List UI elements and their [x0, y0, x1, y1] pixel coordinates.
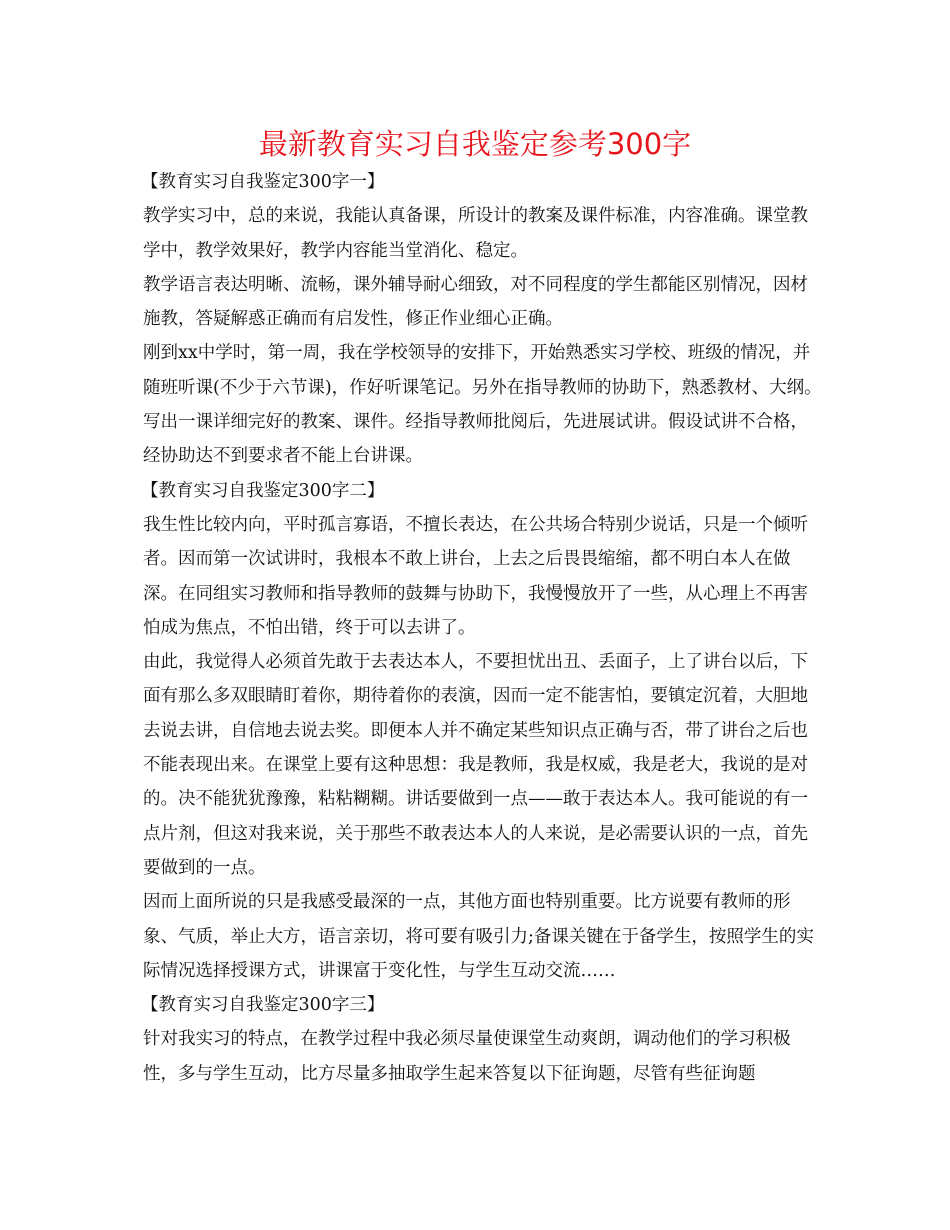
- section-heading: 【教育实习自我鉴定300字二】: [141, 480, 385, 501]
- paragraph: 教学语言表达明晰、流畅，课外辅导耐心细致，对不同程度的学生都能区别情况，因材施教，答疑解惑正确而有启发性，修正作业细心正确。: [143, 274, 808, 330]
- paragraph: 因而上面所说的只是我感受最深的一点，其他方面也特别重要。比方说要有教师的形象、气质，举止大方，语言亲切，将可要有吸引力;备课关键在于备学生，按照学生的实际情况选择授课方式，讲课富于变化性，与学生互动交流……: [143, 892, 814, 981]
- section-heading: 【教育实习自我鉴定300字三】: [141, 995, 385, 1016]
- document-body: [143, 165, 823, 1091]
- paragraph: 教学实习中，总的来说，我能认真备课，所设计的教案及课件标准，内容准确。课堂教学中，教学效果好，教学内容能当堂消化、稳定。: [143, 206, 808, 261]
- paragraph: 由此，我觉得人必须首先敢于去表达本人，不要担忧出丑、丢面子，上了讲台以后，下面有那么多双眼睛盯着你，期待着你的表演，因而一定不能害怕，要镇定沉着，大胆地去说去讲，自信地去说去奖。即便本人并不确定某些知识点正确与否，带了讲台之后也不能表现出来。在课堂上要有这种思想：我是教师，我是权威，我是老大，我说的是对的。决不能犹犹豫豫，粘粘糊糊。讲话要做到一点——敢于表达本人。我可能说的有一点片剂，但这对我来说，关于那些不敢表达本人的人来说，是必需要认识的一点，首先要做到的一点。: [143, 652, 808, 878]
- paragraph: 刚到xx中学时，第一周，我在学校领导的安排下，开始熟悉实习学校、班级的情况，并随班听课(不少于六节课)，作好听课笔记。另外在指导教师的协助下，熟悉教材、大纲。写出一课详细完好的教案、课件。经指导教师批阅后，先进展试讲。假设试讲不合格，经协助达不到要求者不能上台讲课。: [143, 343, 822, 467]
- paragraph: 我生性比较内向，平时孤言寡语，不擅长表达，在公共场合特别少说话，只是一个倾听者。因而第一次试讲时，我根本不敢上讲台，上去之后畏畏缩缩，都不明白本人在做深。在同组实习教师和指导教师的鼓舞与协助下，我慢慢放开了一些，从心理上不再害怕成为焦点，不怕出错，终于可以去讲了。: [143, 514, 808, 638]
- paragraph: 针对我实习的特点，在教学过程中我必须尽量使课堂生动爽朗，调动他们的学习积极性，多与学生互动，比方尽量多抽取学生起来答复以下征询题，尽管有些征询题: [143, 1029, 791, 1084]
- section-heading: 【教育实习自我鉴定300字一】: [141, 172, 385, 192]
- document-title: 最新教育实习自我鉴定参考300字: [258, 127, 692, 161]
